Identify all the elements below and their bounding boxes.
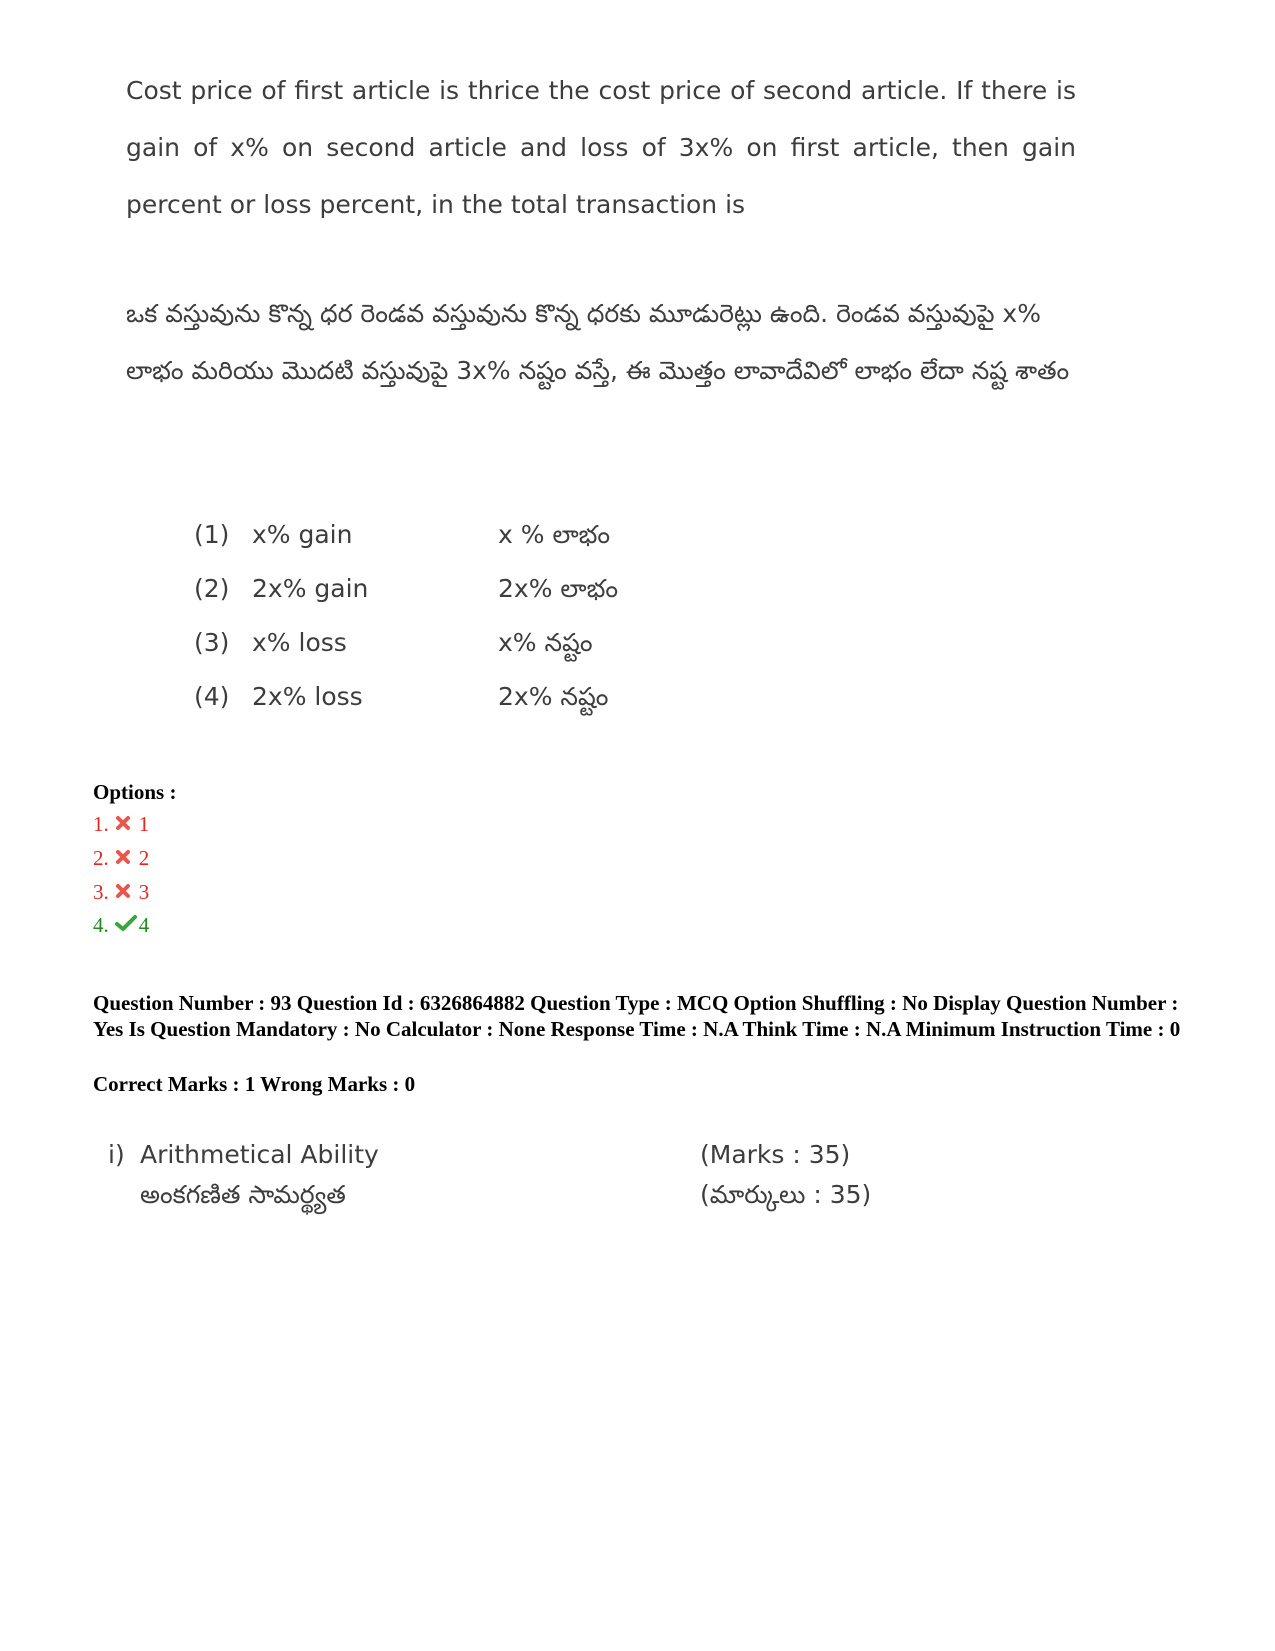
option-index: 2. (93, 846, 109, 870)
option-value: 1 (138, 812, 150, 836)
choice-telugu: x % లాభం (498, 520, 611, 549)
option-item (93, 880, 149, 905)
choice-telugu: 2x% లాభం (498, 574, 619, 603)
question-text-telugu: ఒక వస్తువును కొన్న ధర రెండవ వస్తువును కొన్న ధరకు మూడురెట్లు ఉంది. రెండవ వస్తువుపై x% లాభం మరియు మొదటి వస్తువుపై 3x% నష్టం వస్తే, ఈ మొత్తం లావాదేవిలో లాభం లేదా నష్ట శాతం (126, 299, 1070, 385)
choice-english: x% loss (252, 628, 347, 657)
options-label: Options : (93, 780, 177, 804)
choice-number: (2) (194, 574, 230, 603)
option-index: 4. (93, 913, 109, 937)
option-index: 1. (93, 812, 109, 836)
cross-icon (115, 812, 135, 837)
cross-icon (115, 846, 135, 871)
question-metadata: Question Number : 93 Question Id : 6326864882 Question Type : MCQ Option Shuffling : No Display Question Number : Yes Is Question Mandatory : No Calculator : None Response Time : N.A Think Time : N.A Minimum Instruction Time : 0 (93, 991, 1181, 1041)
section-marks-english: (Marks : 35) (700, 1140, 851, 1169)
section-title-english: Arithmetical Ability (140, 1140, 379, 1169)
cross-icon (115, 880, 135, 905)
choice-english: 2x% gain (252, 574, 369, 603)
option-value: 3 (138, 880, 150, 904)
choice-english: x% gain (252, 520, 353, 549)
option-item (93, 913, 149, 938)
section-title-telugu: అంకగణిత సామర్థ్యత (140, 1180, 346, 1209)
check-icon (115, 913, 135, 938)
marks-info: Correct Marks : 1 Wrong Marks : 0 (93, 1072, 416, 1096)
choice-number: (1) (194, 520, 230, 549)
choice-number: (4) (194, 682, 230, 711)
option-item (93, 812, 149, 837)
choice-telugu: x% నష్టం (498, 628, 593, 657)
option-index: 3. (93, 880, 109, 904)
choice-english: 2x% loss (252, 682, 363, 711)
choice-number: (3) (194, 628, 230, 657)
option-value: 4 (138, 913, 150, 937)
section-number: i) (108, 1140, 125, 1169)
section-marks-telugu: (మార్కులు : 35) (700, 1180, 872, 1209)
option-value: 2 (138, 846, 150, 870)
question-text-english: Cost price of first article is thrice the cost price of second article. If there is gain of x% on second article and loss of 3x% on first article, then gain percent or loss percent, in the total transaction is (126, 76, 1076, 219)
choice-telugu: 2x% నష్టం (498, 682, 609, 711)
option-item (93, 846, 149, 871)
